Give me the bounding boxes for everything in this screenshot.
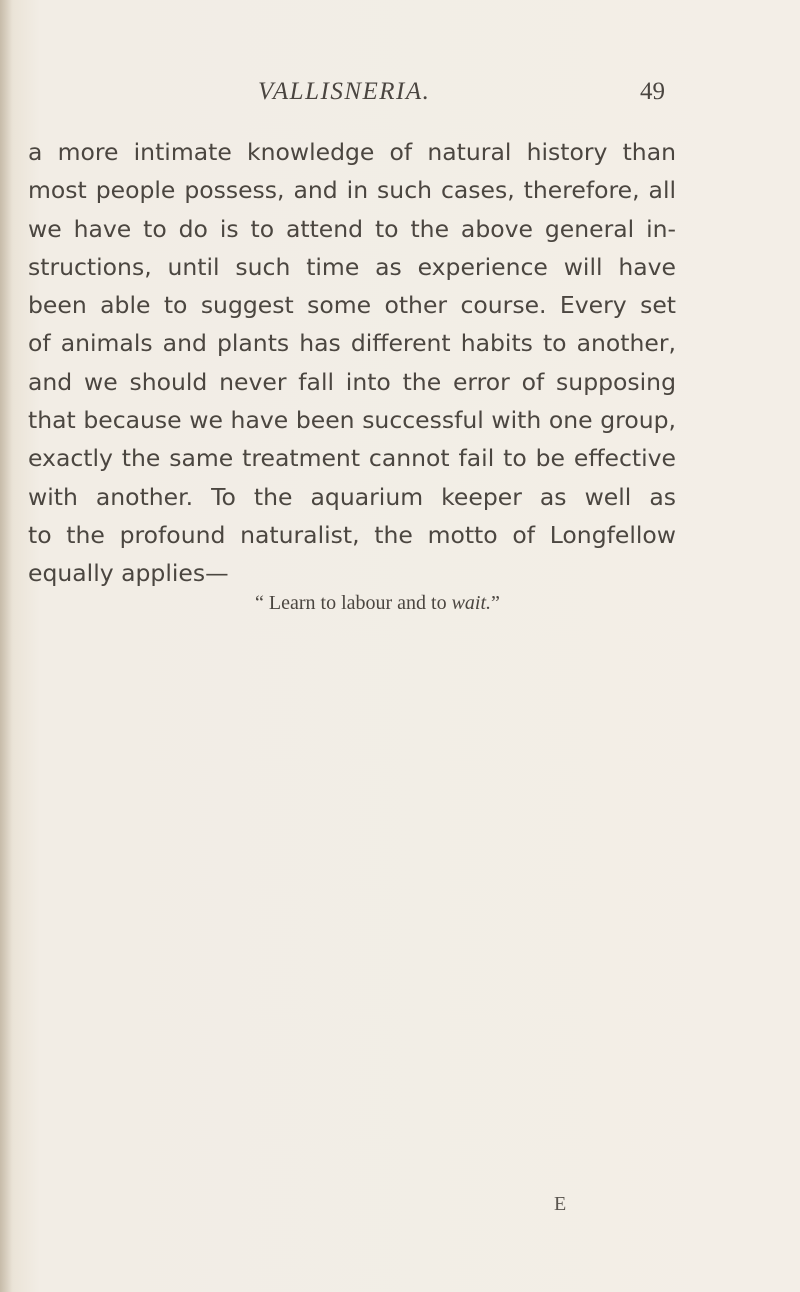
text-line: that because we have been successful with one group,	[28, 406, 676, 435]
quotation	[255, 592, 500, 615]
signature-mark: E	[554, 1193, 567, 1215]
running-title: VALLISNERIA.	[258, 78, 431, 105]
spine-shadow	[0, 0, 12, 1292]
text-line: with another. To the aquarium keeper as well as	[28, 482, 676, 511]
text-line: and we should never fall into the error of supposing	[28, 367, 676, 396]
text-line: to the profound naturalist, the motto of Longfellow	[28, 520, 676, 549]
quote-emphasis: wait.	[451, 592, 492, 614]
quote-close: ”	[491, 592, 500, 614]
text-line: most people possess, and in such cases, therefore, all	[28, 176, 676, 205]
text-line: a more intimate knowledge of natural history than	[28, 138, 676, 166]
page-header	[0, 78, 800, 118]
text-line: structions, until such time as experience will have	[28, 252, 676, 281]
quote-text: “ Learn to labour and to	[255, 592, 452, 614]
text-line: of animals and plants has different habits to another,	[28, 329, 676, 358]
text-line: been able to suggest some other course. Every set	[28, 291, 676, 320]
text-line: equally applies—	[28, 559, 229, 588]
text-line: exactly the same treatment cannot fail to be effective	[28, 444, 676, 473]
body-paragraph	[28, 133, 676, 593]
page-number: 49	[640, 78, 665, 105]
text-line: we have to do is to attend to the above general in-	[28, 214, 676, 243]
